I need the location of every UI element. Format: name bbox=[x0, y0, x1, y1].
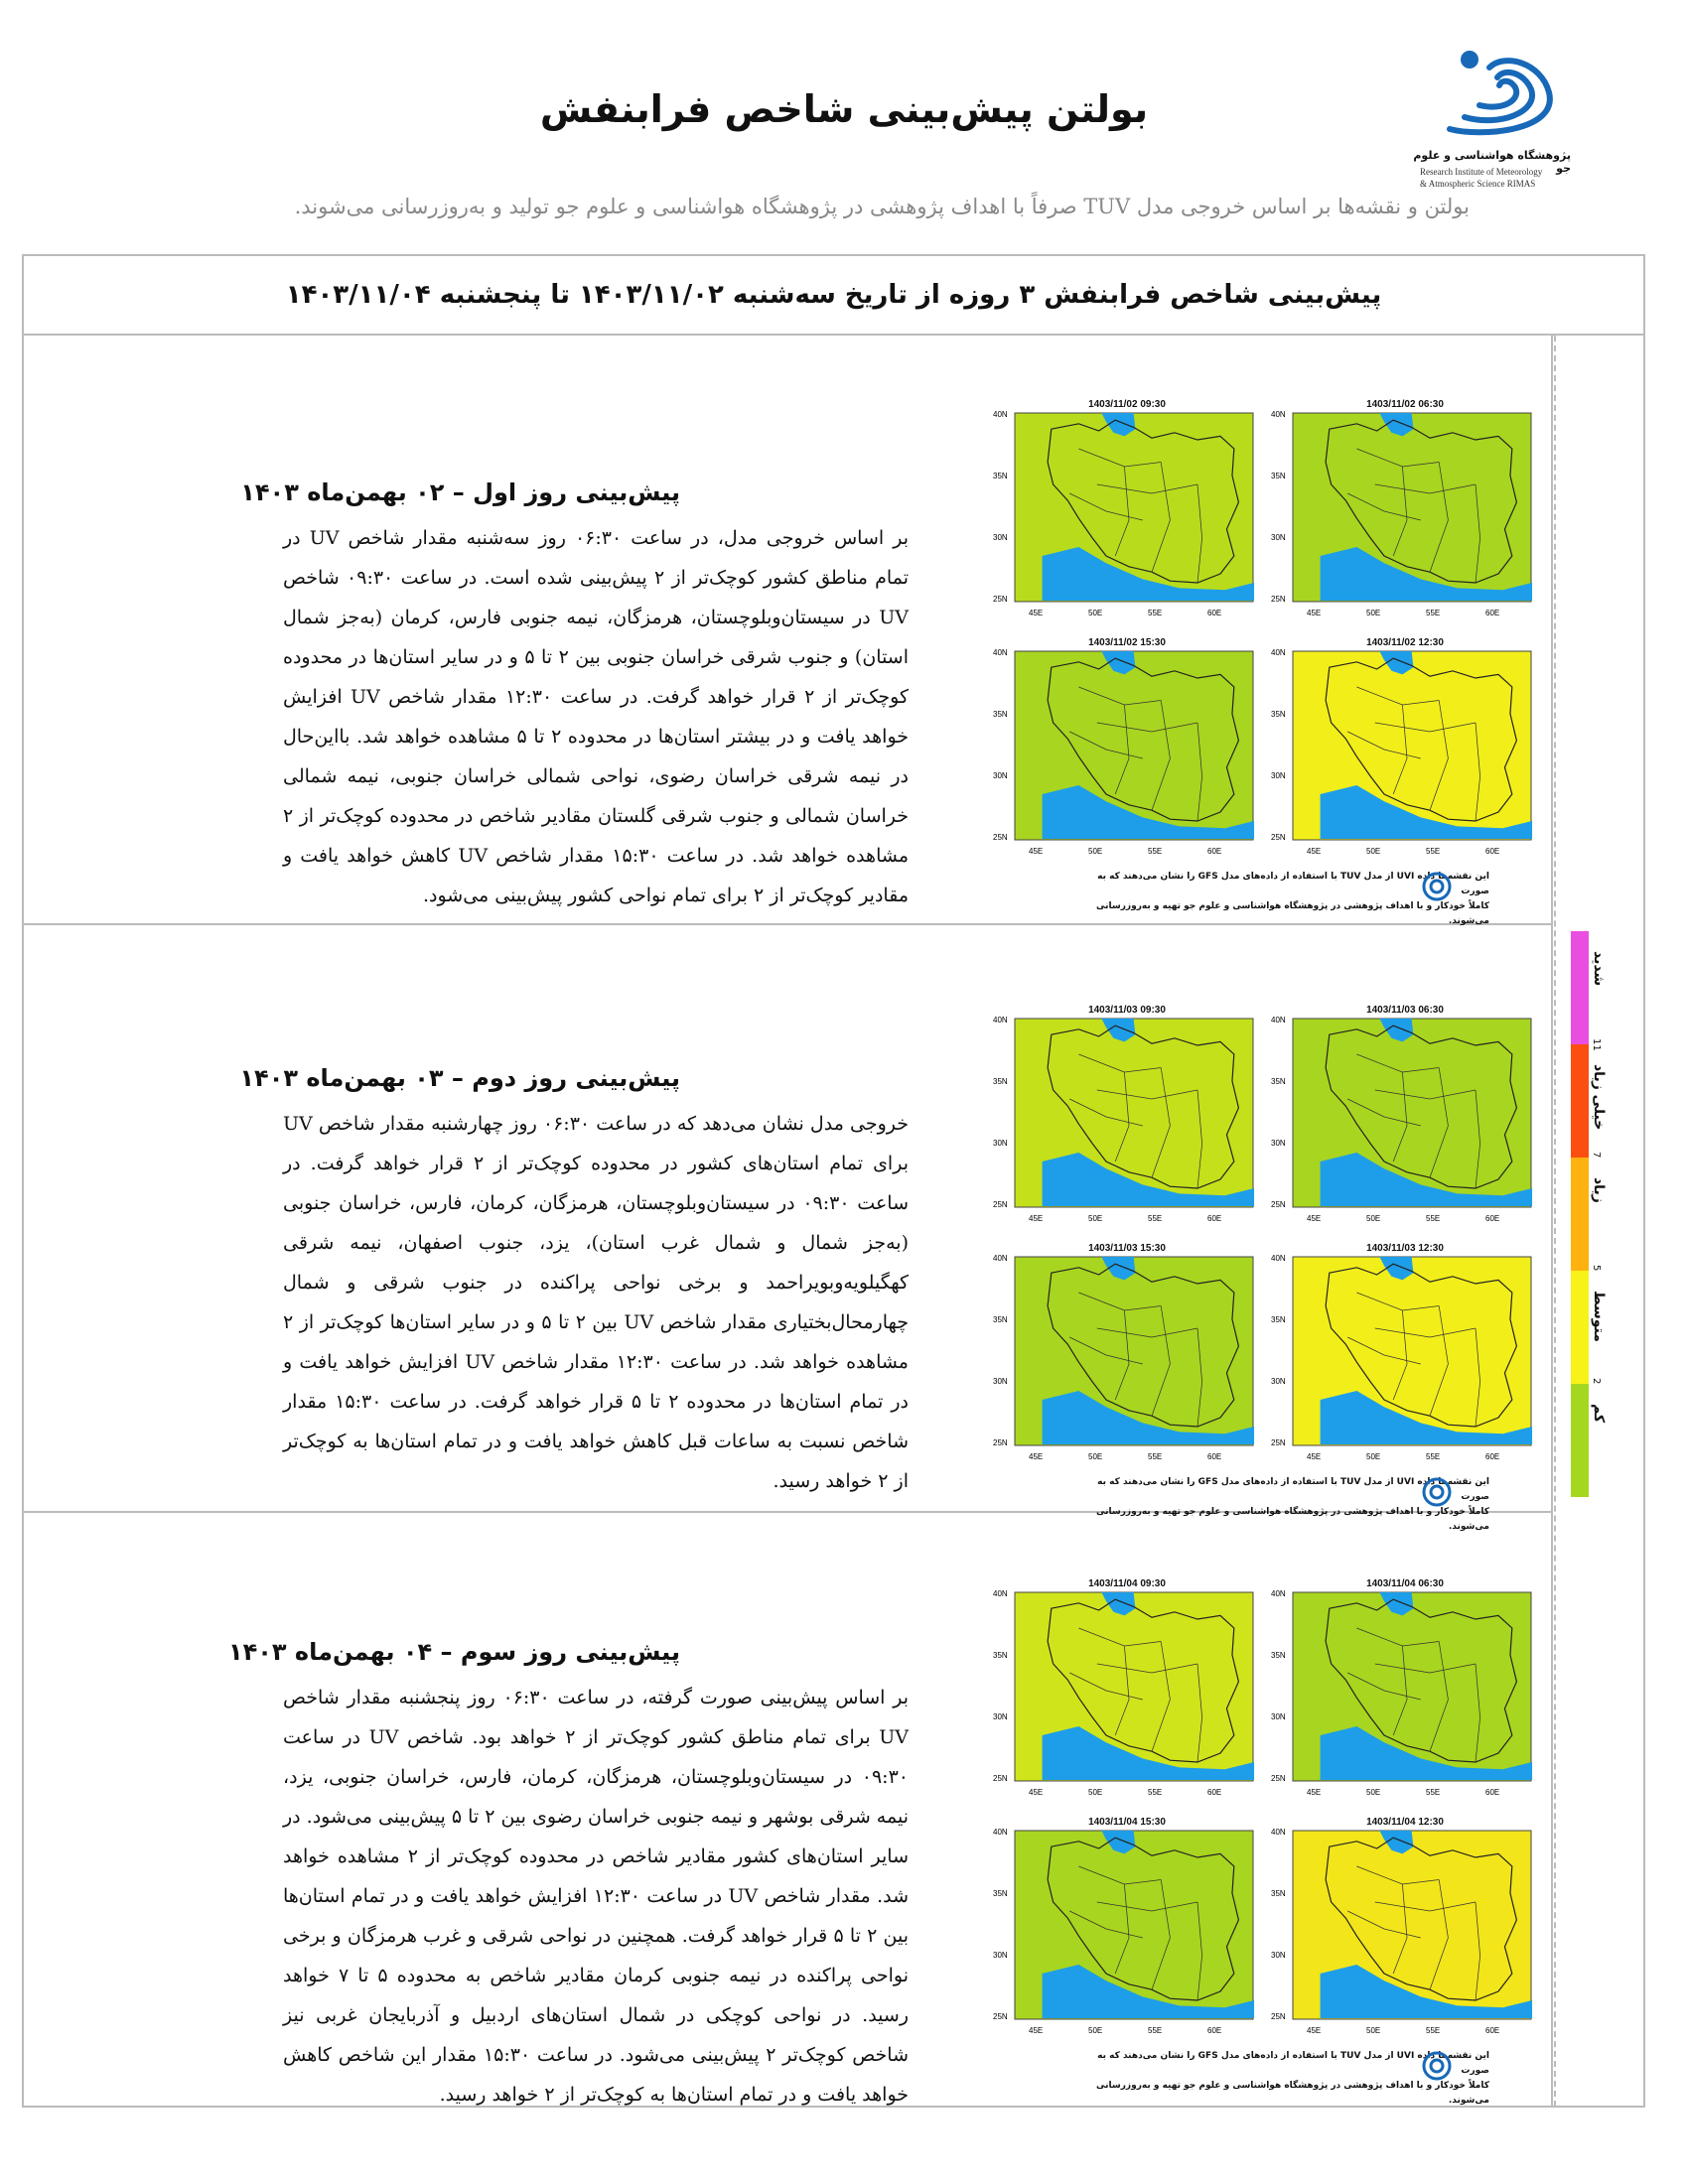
lat-label: 35N bbox=[993, 710, 1008, 719]
map-timestamp: 1403/11/04 12:30 bbox=[1366, 1817, 1444, 1828]
lon-label: 45E bbox=[1029, 1214, 1044, 1223]
uv-map bbox=[993, 1815, 1261, 2047]
logo-fa-text: پژوهشگاه هواشناسی و علوم جو bbox=[1413, 149, 1571, 175]
rimas-logo-icon bbox=[1410, 38, 1589, 147]
lon-label: 60E bbox=[1485, 1452, 1500, 1461]
map-timestamp: 1403/11/02 12:30 bbox=[1366, 637, 1444, 648]
lat-label: 25N bbox=[1271, 1438, 1286, 1447]
lon-label: 55E bbox=[1148, 847, 1163, 856]
uv-map bbox=[1271, 635, 1539, 868]
uv-map bbox=[993, 397, 1261, 629]
uv-map bbox=[1271, 1003, 1539, 1235]
table-header-text: پیش‌بینی شاخص فرابنفش ۳ روزه از تاریخ سه‌شنبه ۱۴۰۳/۱۱/۰۲ تا پنجشنبه ۱۴۰۳/۱۱/۰۴ bbox=[285, 280, 1382, 310]
lon-label: 55E bbox=[1426, 609, 1441, 617]
lon-label: 60E bbox=[1207, 609, 1222, 617]
map-note-line2: کاملاً خودکار و با اهداف پژوهشی در پژوهشگاه هواشناسی و علوم جو تهیه و به‌روزرسانی می‌شوند. bbox=[1096, 901, 1489, 926]
iran-map-graphic bbox=[993, 411, 1261, 629]
lat-label: 30N bbox=[1271, 1712, 1286, 1721]
iran-map-graphic bbox=[993, 1590, 1261, 1809]
uv-map bbox=[1271, 1576, 1539, 1809]
lat-label: 30N bbox=[1271, 1377, 1286, 1386]
iran-map-graphic bbox=[993, 1255, 1261, 1473]
lon-label: 50E bbox=[1088, 1452, 1103, 1461]
map-note-line2: کاملاً خودکار و با اهداف پژوهشی در پژوهشگاه هواشناسی و علوم جو تهیه و به‌روزرسانی می‌شوند. bbox=[1096, 1507, 1489, 1532]
map-timestamp: 1403/11/03 15:30 bbox=[1088, 1243, 1166, 1254]
lon-label: 50E bbox=[1366, 1788, 1381, 1797]
lon-label: 50E bbox=[1366, 609, 1381, 617]
legend-tick: 2 bbox=[1591, 1378, 1602, 1385]
lon-label: 55E bbox=[1426, 847, 1441, 856]
iran-map-graphic bbox=[993, 1017, 1261, 1235]
map-timestamp: 1403/11/03 06:30 bbox=[1366, 1005, 1444, 1016]
lat-label: 30N bbox=[1271, 771, 1286, 780]
lat-label: 40N bbox=[1271, 1590, 1286, 1598]
lat-label: 35N bbox=[993, 1889, 1008, 1898]
iran-map-graphic bbox=[1271, 1017, 1539, 1235]
legend-swatch bbox=[1571, 1158, 1589, 1271]
lat-label: 25N bbox=[993, 1438, 1008, 1447]
legend-label: خیلی زیاد bbox=[1591, 1064, 1607, 1131]
lon-label: 50E bbox=[1088, 1788, 1103, 1797]
lon-label: 60E bbox=[1207, 1214, 1222, 1223]
lat-label: 30N bbox=[1271, 1139, 1286, 1148]
map-timestamp: 1403/11/04 15:30 bbox=[1088, 1817, 1166, 1828]
day-body: بر اساس خروجی مدل، در ساعت ۰۶:۳۰ روز سه‌شنبه مقدار شاخص UV در تمام مناطق کشور کوچک‌تر از ۲ پیش‌بینی شده است. در ساعت ۰۹:۳۰ شاخص UV در سیستان‌وبلوچستان، هرمزگان، نیمه جنوبی فارس، کرمان (به‌جز شمال استان) و جنوب شرقی خراسان جنوبی بین ۲ تا ۵ و در سایر استان‌ها در محدوده کوچک‌تر از ۲ قرار خواهد گرفت. در ساعت ۱۲:۳۰ مقدار شاخص UV افزایش خواهد یافت و در بیشتر استان‌ها در محدوده ۲ تا ۵ مشاهده خواهد شد. با‌این‌حال در نیمه شرقی خراسان رضوی، نواحی شمالی خراسان جنوبی، نیمه شمالی خراسان شمالی و جنوب شرقی گلستان مقادیر شاخص در محدوده کوچک‌تر از ۲ مشاهده خواهد شد. در ساعت ۱۵:۳۰ مقدار شاخص UV کاهش خواهد یافت و مقادیر کوچک‌تر از ۲ برای تمام نواحی کشور پیش‌بینی می‌شود. bbox=[283, 527, 910, 906]
lat-label: 40N bbox=[993, 1590, 1008, 1598]
lat-label: 25N bbox=[1271, 595, 1286, 604]
lat-label: 30N bbox=[1271, 1951, 1286, 1960]
rimas-logo bbox=[1410, 38, 1589, 192]
lat-label: 25N bbox=[1271, 2012, 1286, 2021]
map-timestamp: 1403/11/02 09:30 bbox=[1088, 399, 1166, 410]
lat-label: 40N bbox=[993, 411, 1008, 419]
lon-label: 45E bbox=[1029, 2026, 1044, 2035]
uv-map bbox=[1271, 397, 1539, 629]
day-title: پیش‌بینی روز دوم – ۰۳ بهمن‌ماه ۱۴۰۳ bbox=[239, 1064, 680, 1092]
lat-label: 25N bbox=[1271, 1774, 1286, 1783]
uv-map bbox=[1271, 1241, 1539, 1473]
lat-label: 40N bbox=[993, 1255, 1008, 1263]
lat-label: 40N bbox=[1271, 1829, 1286, 1837]
legend-label: زیاد bbox=[1591, 1177, 1607, 1203]
lon-label: 45E bbox=[1029, 609, 1044, 617]
lon-label: 50E bbox=[1366, 1452, 1381, 1461]
lat-label: 25N bbox=[1271, 1200, 1286, 1209]
logo-en-line2: & Atmospheric Science RIMAS bbox=[1420, 179, 1536, 189]
lon-label: 60E bbox=[1207, 2026, 1222, 2035]
lon-label: 60E bbox=[1485, 609, 1500, 617]
lat-label: 40N bbox=[993, 1829, 1008, 1837]
lon-label: 50E bbox=[1088, 609, 1103, 617]
uv-map bbox=[993, 1576, 1261, 1809]
lat-label: 35N bbox=[1271, 1651, 1286, 1660]
lon-label: 50E bbox=[1366, 1214, 1381, 1223]
lon-label: 55E bbox=[1426, 2026, 1441, 2035]
legend-label: متوسط bbox=[1591, 1291, 1607, 1342]
lon-label: 55E bbox=[1426, 1214, 1441, 1223]
lon-label: 45E bbox=[1307, 847, 1322, 856]
page-title: بولتن پیش‌بینی شاخص فرابنفش bbox=[539, 87, 1149, 131]
map-timestamp: 1403/11/02 06:30 bbox=[1366, 399, 1444, 410]
lat-label: 25N bbox=[993, 595, 1008, 604]
uv-map bbox=[1271, 1815, 1539, 2047]
lat-label: 35N bbox=[993, 1315, 1008, 1324]
lat-label: 25N bbox=[993, 1200, 1008, 1209]
map-timestamp: 1403/11/03 09:30 bbox=[1088, 1005, 1166, 1016]
lon-label: 60E bbox=[1207, 847, 1222, 856]
map-panel bbox=[993, 397, 1539, 933]
day-body: بر اساس پیش‌بینی صورت گرفته، در ساعت ۰۶:۳۰ روز پنجشنبه مقدار شاخص UV برای تمام مناطق کشور کوچک‌تر از ۲ خواهد بود. شاخص UV در ساعت ۰۹:۳۰ در سیستان‌وبلوچستان، هرمزگان، کرمان، فارس، خراسان جنوبی، یزد، نیمه شرقی بوشهر و نیمه جنوبی خراسان رضوی بین ۲ تا ۵ پیش‌بینی می‌شود. در سایر استان‌های کشور مقادیر شاخص در محدوده کوچک‌تر از ۲ مشاهده خواهد شد. مقدار شاخص UV در ساعت ۱۲:۳۰ افزایش خواهد یافت و در تمام استان‌ها بین ۲ تا ۵ قرار خواهد گرفت. همچنین در نواحی شرقی و غرب هرمزگان و برخی نواحی پراکنده در نیمه جنوبی کرمان مقادیر شاخص به محدوده ۵ تا ۷ خواهد رسید. در نواحی کوچکی در شمال استان‌های اردبیل و آذربایجان غربی نیز شاخص کوچک‌تر ۲ پیش‌بینی می‌شود. در ساعت ۱۵:۳۰ مقدار این شاخص کاهش خواهد یافت و در تمام استان‌ها به کوچک‌تر از ۲ خواهد رسید. bbox=[282, 1687, 910, 2106]
iran-map-graphic bbox=[1271, 411, 1539, 629]
map-timestamp: 1403/11/02 15:30 bbox=[1088, 637, 1166, 648]
lat-label: 35N bbox=[1271, 710, 1286, 719]
note-logo-icon bbox=[1420, 870, 1454, 903]
lat-label: 40N bbox=[993, 649, 1008, 657]
lon-label: 55E bbox=[1148, 2026, 1163, 2035]
lat-label: 35N bbox=[1271, 1315, 1286, 1324]
lon-label: 55E bbox=[1148, 1788, 1163, 1797]
lon-label: 55E bbox=[1426, 1788, 1441, 1797]
day-title: پیش‌بینی روز سوم – ۰۴ بهمن‌ماه ۱۴۰۳ bbox=[227, 1638, 680, 1666]
map-note-line2: کاملاً خودکار و با اهداف پژوهشی در پژوهشگاه هواشناسی و علوم جو تهیه و به‌روزرسانی می‌شوند. bbox=[1096, 2081, 1489, 2106]
lon-label: 50E bbox=[1088, 1214, 1103, 1223]
map-timestamp: 1403/11/03 12:30 bbox=[1366, 1243, 1444, 1254]
map-timestamp: 1403/11/04 09:30 bbox=[1088, 1578, 1166, 1589]
column-divider bbox=[1551, 336, 1553, 2107]
note-logo-icon bbox=[1420, 2049, 1454, 2083]
lon-label: 55E bbox=[1426, 1452, 1441, 1461]
lon-label: 50E bbox=[1366, 847, 1381, 856]
lon-label: 45E bbox=[1307, 609, 1322, 617]
lon-label: 55E bbox=[1148, 1214, 1163, 1223]
legend-tick: 11 bbox=[1591, 1038, 1602, 1051]
uv-legend bbox=[1571, 931, 1611, 1497]
day-body: خروجی مدل نشان می‌دهد که در ساعت ۰۶:۳۰ روز چهارشنبه مقدار شاخص UV برای تمام استان‌های کشور در محدوده کوچک‌تر از ۲ قرار خواهد گرفت. در ساعت ۰۹:۳۰ در سیستان‌وبلوچستان، هرمزگان، کرمان، فارس، خراسان جنوبی (به‌جز شمال و شمال غرب استان)، یزد، جنوب اصفهان، نیمه شرقی کهگیلویه‌وبویراحمد و برخی نواحی پراکنده در جنوب شرقی و شمال چهارمحال‌بختیاری مقدار شاخص UV بین ۲ تا ۵ و در سایر استان‌ها کوچک‌تر از ۲ مشاهده خواهد شد. در ساعت ۱۲:۳۰ مقدار شاخص UV افزایش خواهد یافت و در تمام استان‌ها در محدوده ۲ تا ۵ قرار خواهد گرفت. در ساعت ۱۵:۳۰ مقدار شاخص نسبت به ساعات قبل کاهش خواهد یافت و در تمام استان‌ها به کوچک‌تر از ۲ خواهد رسید. bbox=[283, 1113, 909, 1492]
lat-label: 40N bbox=[1271, 411, 1286, 419]
lon-label: 45E bbox=[1029, 847, 1044, 856]
lat-label: 40N bbox=[1271, 1255, 1286, 1263]
lat-label: 30N bbox=[993, 533, 1008, 542]
lat-label: 30N bbox=[993, 771, 1008, 780]
page-subtitle: بولتن و نقشه‌ها بر اساس خروجی مدل TUV صرفاً با اهداف پژوهشی در پژوهشگاه هواشناسی و علوم جو تولید و به‌روزرسانی می‌شوند. bbox=[294, 195, 1470, 218]
lon-label: 45E bbox=[1307, 1788, 1322, 1797]
map-panel bbox=[993, 1003, 1539, 1539]
lat-label: 40N bbox=[993, 1017, 1008, 1024]
iran-map-graphic bbox=[1271, 649, 1539, 868]
legend-swatch bbox=[1571, 1384, 1589, 1497]
lat-label: 25N bbox=[993, 2012, 1008, 2021]
iran-map-graphic bbox=[1271, 1590, 1539, 1809]
note-logo-icon bbox=[1420, 1475, 1454, 1509]
lat-label: 35N bbox=[1271, 1077, 1286, 1086]
lon-label: 55E bbox=[1148, 1452, 1163, 1461]
lon-label: 60E bbox=[1485, 2026, 1500, 2035]
lon-label: 55E bbox=[1148, 609, 1163, 617]
logo-en-line1: Research Institute of Meteorology bbox=[1420, 167, 1543, 177]
legend-swatch bbox=[1571, 931, 1589, 1044]
iran-map-graphic bbox=[1271, 1255, 1539, 1473]
lon-label: 60E bbox=[1485, 1788, 1500, 1797]
lat-label: 40N bbox=[1271, 1017, 1286, 1024]
lon-label: 45E bbox=[1029, 1452, 1044, 1461]
lat-label: 30N bbox=[993, 1951, 1008, 1960]
lon-label: 50E bbox=[1088, 2026, 1103, 2035]
map-note-line1: این نقشه‌ها داده UVI از مدل TUV با استفاده از داده‌های مدل GFS را نشان می‌دهند که به صورت bbox=[1097, 2051, 1489, 2076]
lat-label: 35N bbox=[993, 1651, 1008, 1660]
lat-label: 30N bbox=[1271, 533, 1286, 542]
uv-map bbox=[993, 635, 1261, 868]
lat-label: 35N bbox=[1271, 472, 1286, 480]
lon-label: 45E bbox=[1307, 2026, 1322, 2035]
lon-label: 45E bbox=[1307, 1214, 1322, 1223]
lat-label: 35N bbox=[993, 472, 1008, 480]
lon-label: 50E bbox=[1088, 847, 1103, 856]
legend-tick: 5 bbox=[1591, 1265, 1602, 1272]
uv-map bbox=[993, 1241, 1261, 1473]
map-timestamp: 1403/11/04 06:30 bbox=[1366, 1578, 1444, 1589]
lat-label: 35N bbox=[1271, 1889, 1286, 1898]
legend-label: کم bbox=[1591, 1404, 1607, 1424]
iran-map-graphic bbox=[993, 1829, 1261, 2047]
map-note-line1: این نقشه‌ها داده UVI از مدل TUV با استفاده از داده‌های مدل GFS را نشان می‌دهند که به صورت bbox=[1097, 872, 1489, 896]
iran-map-graphic bbox=[1271, 1829, 1539, 2047]
lon-label: 50E bbox=[1366, 2026, 1381, 2035]
lon-label: 60E bbox=[1207, 1452, 1222, 1461]
column-divider-dashed bbox=[1554, 336, 1556, 2107]
map-note-line1: این نقشه‌ها داده UVI از مدل TUV با استفاده از داده‌های مدل GFS را نشان می‌دهند که به صورت bbox=[1097, 1477, 1489, 1502]
day-title: پیش‌بینی روز اول – ۰۲ بهمن‌ماه ۱۴۰۳ bbox=[240, 478, 680, 506]
uv-map bbox=[993, 1003, 1261, 1235]
iran-map-graphic bbox=[993, 649, 1261, 868]
lon-label: 60E bbox=[1485, 1214, 1500, 1223]
legend-tick: 7 bbox=[1591, 1152, 1602, 1159]
lat-label: 30N bbox=[993, 1712, 1008, 1721]
legend-swatch bbox=[1571, 1044, 1589, 1158]
legend-label: شدید bbox=[1591, 951, 1607, 987]
lon-label: 60E bbox=[1485, 847, 1500, 856]
lon-label: 60E bbox=[1207, 1788, 1222, 1797]
lat-label: 30N bbox=[993, 1139, 1008, 1148]
lat-label: 25N bbox=[993, 1774, 1008, 1783]
lon-label: 45E bbox=[1029, 1788, 1044, 1797]
lon-label: 45E bbox=[1307, 1452, 1322, 1461]
lat-label: 35N bbox=[993, 1077, 1008, 1086]
map-panel bbox=[993, 1576, 1539, 2113]
lat-label: 25N bbox=[1271, 833, 1286, 842]
legend-swatch bbox=[1571, 1271, 1589, 1384]
lat-label: 40N bbox=[1271, 649, 1286, 657]
lat-label: 25N bbox=[993, 833, 1008, 842]
lat-label: 30N bbox=[993, 1377, 1008, 1386]
